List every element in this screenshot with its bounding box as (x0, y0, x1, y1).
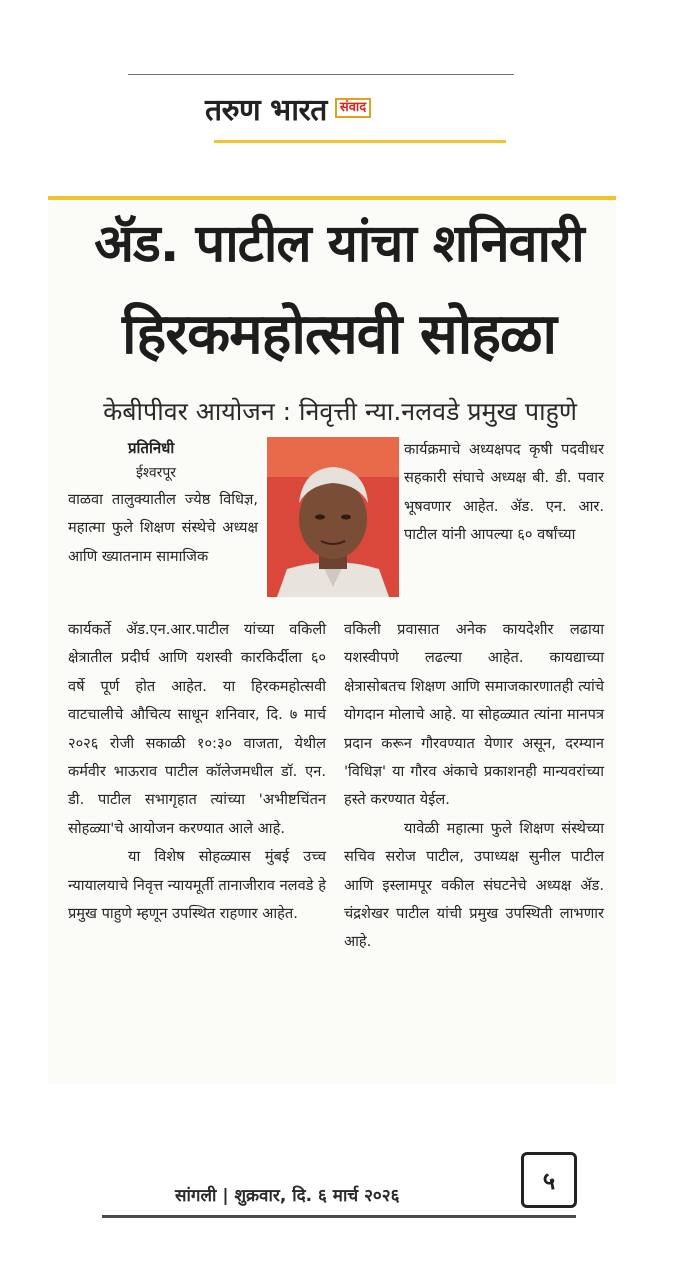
page-number-box (521, 1152, 577, 1208)
byline-place: ईश्वरपूर (136, 465, 177, 481)
edition-date-line: सांगली | शुक्रवार, दि. ६ मार्च २०२६ (175, 1186, 400, 1206)
headline-line-2: हिरकमहोत्सवी सोहळा (121, 302, 557, 367)
masthead-yellow-rule (214, 140, 506, 143)
masthead-tag: संवाद (335, 98, 371, 118)
portrait-image (267, 437, 399, 597)
left-column-paragraph-2: या विशेष सोहळ्यास मुंबई उच्च न्यायालयाचे निवृत्त न्यायमूर्ती तानाजीराव नलवडे हे प्रमुख पाहुणे म्हणून उपस्थित राहणार आहेत. (68, 848, 326, 923)
right-column-body (344, 616, 604, 957)
right-column-top (404, 436, 604, 550)
newspaper-name: तरुण भारत (205, 92, 327, 128)
masthead-top-rule (128, 74, 514, 75)
headline-line-1: ॲड. पाटील यांचा शनिवारी (94, 214, 584, 274)
left-column-body (68, 616, 326, 928)
article-top-yellow-rule (48, 196, 616, 200)
page-number: ५ (542, 1166, 556, 1195)
portrait-photo (267, 437, 399, 597)
left-column-paragraph-1: कार्यकर्ते ॲड.एन.आर.पाटील यांच्या वकिली क्षेत्रातील प्रदीर्घ आणि यशस्वी कारकिर्दीला ६० वर्षे पूर्ण होत आहेत. या हिरकमहोत्सवी वाटचालीचे औचित्य साधून शनिवार, दि. ७ मार्च २०२६ रोजी सकाळी १०:३० वाजता, येथील कर्मवीर भाऊराव पाटील कॉलेजमधील डॉ. एन. डी. पाटील सभागृहात त्यांच्या 'अभीष्टचिंतन सोहळ्या'चे आयोजन करण्यात आले आहे. (68, 621, 326, 837)
right-column-paragraph-2: यावेळी महात्मा फुले शिक्षण संस्थेच्या सचिव सरोज पाटील, उपाध्यक्ष सुनील पाटील आणि इस्लामपूर वकील संघटनेचे अध्यक्ष ॲड. चंद्रशेखर पाटील यांची प्रमुख उपस्थिती लाभणार आहे. (344, 819, 604, 951)
subheadline: केबीपीवर आयोजन : निवृत्ती न्या.नलवडे प्रमुख पाहुणे (103, 397, 577, 426)
left-column-top (68, 436, 258, 571)
left-column-intro: वाळवा तालुक्यातील ज्येष्ठ विधिज्ञ, महात्मा फुले शिक्षण संस्थेचे अध्यक्ष आणि ख्यातनाम सामाजिक (68, 491, 258, 565)
byline-reporter: प्रतिनिधी (128, 439, 175, 457)
footer-rule (102, 1215, 576, 1218)
right-column-paragraph-1: वकिली प्रवासात अनेक कायदेशीर लढाया यशस्वीपणे लढल्या आहेत. कायद्याच्या क्षेत्रासोबतच शिक्षण आणि समाजकारणातही त्यांचे योगदान मोलाचे आहे. या सोहळ्यात त्यांना मानपत्र प्रदान करून गौरवण्यात येणार असून, दरम्यान 'विधिज्ञ' या गौरव अंकाचे प्रकाशनही मान्यवरांच्या हस्ते करण्यात येईल. (344, 621, 604, 809)
masthead (205, 88, 475, 128)
right-column-intro: कार्यक्रमाचे अध्यक्षपद कृषी पदवीधर सहकारी संघाचे अध्यक्ष बी. डी. पवार भूषवणार आहेत. ॲड. एन. आर. पाटील यांनी आपल्या ६० वर्षांच्या (404, 441, 604, 544)
